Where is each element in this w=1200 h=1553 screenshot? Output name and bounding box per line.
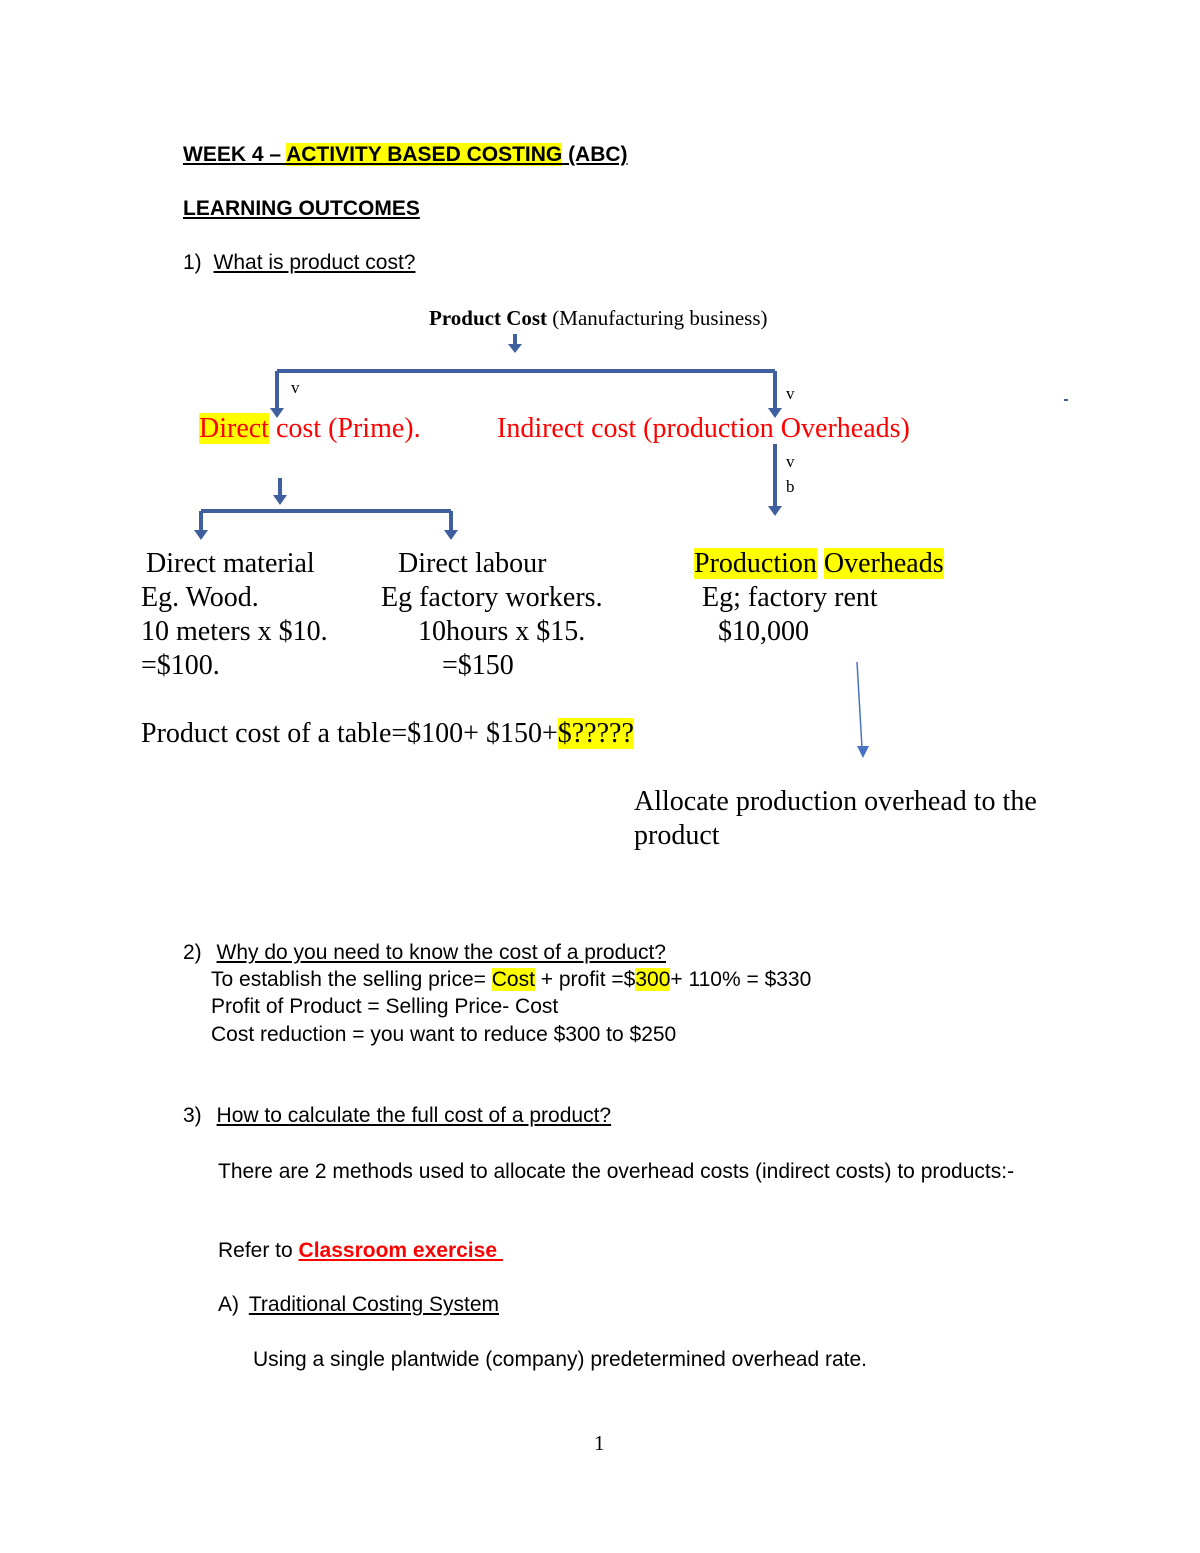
- question-1-text: What is product cost?: [213, 251, 416, 274]
- learning-outcomes-heading: LEARNING OUTCOMES: [183, 197, 420, 220]
- production-overheads-title: [694, 548, 944, 580]
- indirect-cost-label: Indirect cost (production Overheads): [497, 413, 910, 444]
- direct-cost-highlight: Direct: [199, 413, 269, 444]
- method-a: [218, 1293, 499, 1317]
- v-mark-left: v: [291, 378, 300, 397]
- classroom-exercise-link[interactable]: Classroom exercise: [298, 1239, 498, 1262]
- title-suffix: (ABC): [562, 143, 628, 166]
- allocate-arrow-line: [857, 662, 862, 748]
- profit-line: Profit of Product = Selling Price- Cost: [211, 995, 559, 1018]
- refer-pre: Refer to: [218, 1239, 299, 1262]
- method-a-description: Using a single plantwide (company) predetermined overhead rate.: [253, 1348, 868, 1371]
- direct-labour-example: Eg factory workers.: [381, 582, 603, 613]
- production-overheads-example: Eg; factory rent: [702, 582, 878, 613]
- product-cost-formula-text: Product cost of a table=$100+ $150+: [141, 718, 558, 749]
- question-3-text: How to calculate the full cost of a product?: [216, 1104, 612, 1127]
- direct-labour-calc: 10hours x $15.: [418, 616, 586, 647]
- product-cost-formula: [141, 718, 634, 750]
- product-cost-root-bold: Product Cost: [429, 306, 548, 330]
- question-2-number: 2): [183, 941, 202, 964]
- direct-material-result: =$100.: [141, 650, 220, 681]
- material-arrow-head: [194, 530, 208, 540]
- direct-cost-rest: cost (Prime).: [268, 413, 421, 444]
- product-cost-root: [429, 306, 767, 331]
- selling-price-mid: + profit =$: [534, 968, 636, 991]
- question-2: [183, 941, 666, 965]
- question-2-text: Why do you need to know the cost of a product?: [216, 941, 666, 964]
- allocate-line-1: Allocate production overhead to the: [634, 786, 1037, 817]
- direct-material-example: Eg. Wood.: [141, 582, 259, 613]
- b-mark-overhead: b: [786, 477, 795, 496]
- question-1-number: 1): [183, 251, 202, 274]
- refer-line: [218, 1239, 503, 1263]
- question-3-number: 3): [183, 1104, 202, 1127]
- selling-price-post: + 110% = $330: [670, 968, 812, 991]
- allocate-arrow-head: [857, 746, 869, 758]
- production-overheads-part2: Overheads: [823, 548, 944, 579]
- page-number: 1: [594, 1431, 605, 1455]
- direct-cost-label: [199, 413, 421, 445]
- product-cost-root-rest: (Manufacturing business): [547, 306, 768, 330]
- product-cost-unknown: $?????: [557, 718, 634, 749]
- allocate-line-2: product: [634, 820, 720, 851]
- methods-paragraph: There are 2 methods used to allocate the overhead costs (indirect costs) to products:-: [218, 1160, 1015, 1183]
- direct-material-title: Direct material: [146, 548, 315, 579]
- overhead-arrow-head: [768, 506, 782, 516]
- direct-labour-title: Direct labour: [398, 548, 547, 579]
- selling-price-line: [211, 968, 811, 992]
- method-a-number: A): [218, 1293, 239, 1316]
- cost-reduction-line: Cost reduction = you want to reduce $300 to $250: [211, 1023, 677, 1046]
- v-mark-right: v: [786, 384, 795, 403]
- direct-arrow-head: [273, 495, 287, 505]
- labour-arrow-head: [444, 530, 458, 540]
- production-overheads-amount: $10,000: [718, 616, 809, 647]
- selling-price-300: 300: [635, 968, 671, 991]
- production-overheads-part1: Production: [694, 548, 817, 579]
- root-arrow-head: [508, 344, 522, 353]
- v-mark-overhead: v: [786, 452, 795, 471]
- direct-labour-result: =$150: [442, 650, 514, 681]
- title-highlight: ACTIVITY BASED COSTING: [286, 143, 563, 166]
- selling-price-pre: To establish the selling price=: [211, 968, 492, 991]
- question-3: [183, 1104, 611, 1128]
- selling-price-cost: Cost: [491, 968, 535, 991]
- direct-material-calc: 10 meters x $10.: [141, 616, 328, 647]
- title-prefix: WEEK 4 –: [183, 143, 287, 166]
- method-a-text: Traditional Costing System: [248, 1293, 499, 1316]
